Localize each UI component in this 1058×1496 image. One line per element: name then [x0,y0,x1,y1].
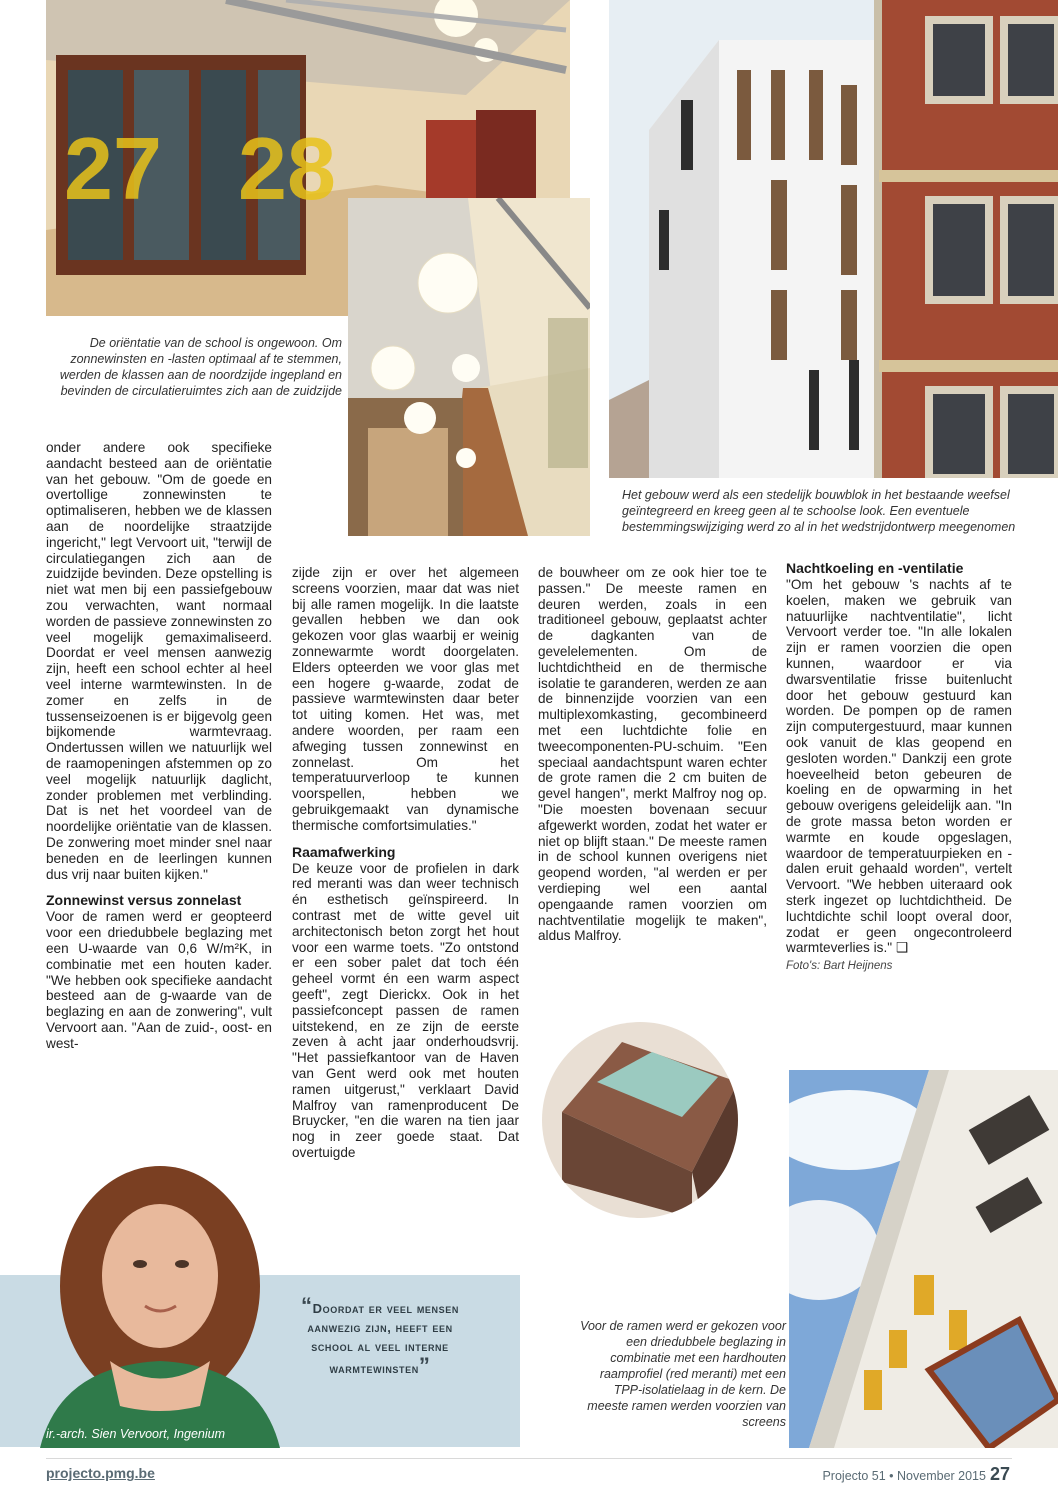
corridor-caption: De oriëntatie van de school is ongewoon. Om zonnewinsten en -lasten optimaal af te stemmen, werden de klassen aan de noordzijde ingepland en bevinden de circulatieruimtes zich aan de zuidzijde [59,336,342,398]
text-column-4 [786,560,1012,975]
portrait-photo [0,1166,290,1448]
facade-photo [609,0,1058,478]
page-number: 27 [989,1464,1010,1484]
heading-zonnewinst: Zonnewinst versus zonnelast [46,892,242,909]
text-column-1 [46,440,272,1051]
colorful-facade-photo [789,1070,1058,1448]
column2-paragraph-2: De keuze voor de profielen in dark red meranti was dan weer technisch én esthetisch geïnspireerd. In contrast met de witte gevel uit architectonisch beton zorgt het hout voor een warme toets. "Zo ontstond er een sober palet dat toch één geheel vormt én een warm aspect geeft", zegt Dierickx. Ook in het passiefconcept passen de ramen uitstekend, en ze zijn de eerste zeven à acht jaar onderhoudsvrij. "Het passiefkantoor van de Haven van Gent werd ook met houten ramen uitgerust," verklaart David Malfroy van ramenproducent De Bruycker, "en die waren na tien jaar nog in zeer goede staat. Dat overtuigde [292,860,519,1160]
facade-caption: Het gebouw werd als een stedelijk bouwblok in het bestaande weefsel geïntegreerd en kreeg geen al te schoolse look. Een eventuele bestemmingswijziging werd zo al in het wedstrijdontwerp meegenomen [622,488,1016,534]
end-mark: ❑ [895,940,909,956]
window-profile-photo [542,1022,738,1218]
text-column-2 [292,565,519,1161]
footer-issue [822,1464,1010,1485]
footer-issue-text: Projecto 51 • November 2015 [822,1469,986,1483]
text-column-3 [538,565,767,944]
photo-credit: Foto's: Bart Heijnens [786,960,893,973]
column3-paragraph-1: de bouwheer om ze ook hier toe te passen." De meeste ramen en deuren werden, zoals in een traditioneel gebouw, geplaatst achter de dagkanten van de gevelelementen. Om de luchtdichtheid en de thermische isolatie te garanderen, werden ze aan de binnenzijde voorzien van een multiplexomkasting, gecombineerd met een luchtdichte folie en tweecomponenten-PU-schuim. "Een speciaal aandachtspunt waren echter de grote ramen die 2 cm buiten de gevel hangen", merkt Malfroy nog op. "Die moesten bovenaan secuur afgewerkt worden, zodat het water er niet op blijft staan." De meeste ramen in de school kunnen overigens niet geopend worden, "al werden er per verdieping wel een aantal opengaande ramen voorzien om nachtventilatie mogelijk te maken", aldus Malfroy. [538,565,767,944]
heading-raamafwerking: Raamafwerking [292,843,396,860]
column2-paragraph-1: zijde zijn er over het algemeen screens voorzien, maar dat was niet bij alle ramen mogelijk. In die laatste gevallen hebben we dan ook gekozen voor glas waarbij er weinig zonnewarmte wordt doorgelaten. Elders opteerden we voor glas met een hogere g-waarde, zodat de passieve warmtewinsten daar beter tot uiting komen. Het was, met andere woorden, per raam een afweging tussen zonnewinst en zonnelast. Om het temperatuurverloop te kunnen voorspellen, hebben we gebruikgemaakt van dynamische thermische comfortsimulaties." [292,565,519,833]
room-number-28: 28 [238,119,336,218]
column4-paragraph-text: "Om het gebouw 's nachts af te koelen, maken we gebruik van natuurlijke nachtventilatie", licht Vervoort verder toe. "In alle lokalen zijn er ramen voorzien die open kunnen, waardoor er via dwarsventilatie frisse buitenlucht door het gebouw gestuurd kan worden. De pompen op de ramen zijn computergestuurd, maar kunnen ook vanuit de klas geopend en gesloten worden." Dankzij een grote hoeveelheid beton gebeuren de koeling en de opwarming in het gebouw overigens geleidelijk aan. "In de grote massa beton worden er warmte en koude opgeslagen, waardoor de temperatuurpieken en -dalen eruit gehaald worden", vertelt Vervoort. "We hebben uiteraard ook sterk ingezet op luchtdichtheid. De luchtdichte schil loopt overal door, zodat er geen ongecontroleerd warmteverlies is." [786,577,1012,956]
room-number-27: 27 [64,119,162,218]
windows-caption: Voor de ramen werd er gekozen voor een driedubbele beglazing in combinatie met een hardhouten raamprofiel (red meranti) met een TPP-isolatielaag in de kern. De meeste ramen werden voorzien van screens [580,1319,786,1429]
pull-quote-close-mark: ” [418,1353,431,1378]
pull-quote [300,1293,460,1378]
column1-paragraph-2: Voor de ramen werd er geopteerd voor een driedubbele beglazing met een U-waarde van 0,6 W/m²K, in combinatie met een houten kader. "We hebben ook specifieke aandacht besteed aan de g-waarde van de beglazing en aan de zonwering", vult Vervoort aan. "Aan de zuid-, oost- en west- [46,909,272,1051]
pull-quote-text: Doordat er veel mensen aanwezig zijn, heeft een school al veel interne warmtewinsten [307,1301,459,1376]
footer-site-link[interactable]: projecto.pmg.be [46,1465,155,1481]
column4-paragraph-1 [786,577,1012,956]
column1-paragraph-1: onder andere ook specifieke aandacht besteed aan de oriëntatie van het gebouw. "Om de goede en overtollige zonnewinsten te optimaliseren, hebben we de klassen aan de noordelijke straatzijde ingericht," legt Vervoort uit, "terwijl de circulatiegangen zich aan de zuidzijde bevinden. Deze opstelling is niet wat men bij een passiefgebouw zou verwachten, want normaal worden de passieve zonnewinsten zo veel mogelijk gemaximaliseerd. Doordat er veel mensen aanwezig zijn, heeft een school echter al heel veel interne warmtewinsten. In de zomer en zelfs in de tussenseizoenen is er bijgevolg geen bijkomende warmtevraag. Ondertussen willen we natuurlijk wel de raamopeningen afstemmen op zo veel mogelijk natuurlijk daglicht, zonder problemen met verblinding. Dat is net het voordeel van de noordelijke oriëntatie van de klassen. De zonwering moet minder snel naar beneden en de leerlingen kunnen dus vrij naar buiten kijken." [46,440,272,882]
portrait-caption: ir.-arch. Sien Vervoort, Ingenium [46,1427,226,1441]
stairwell-photo [348,198,590,536]
pull-quote-open-mark: “ [301,1293,313,1318]
heading-nachtkoeling: Nachtkoeling en -ventilatie [786,560,964,576]
footer-divider [46,1458,1012,1459]
